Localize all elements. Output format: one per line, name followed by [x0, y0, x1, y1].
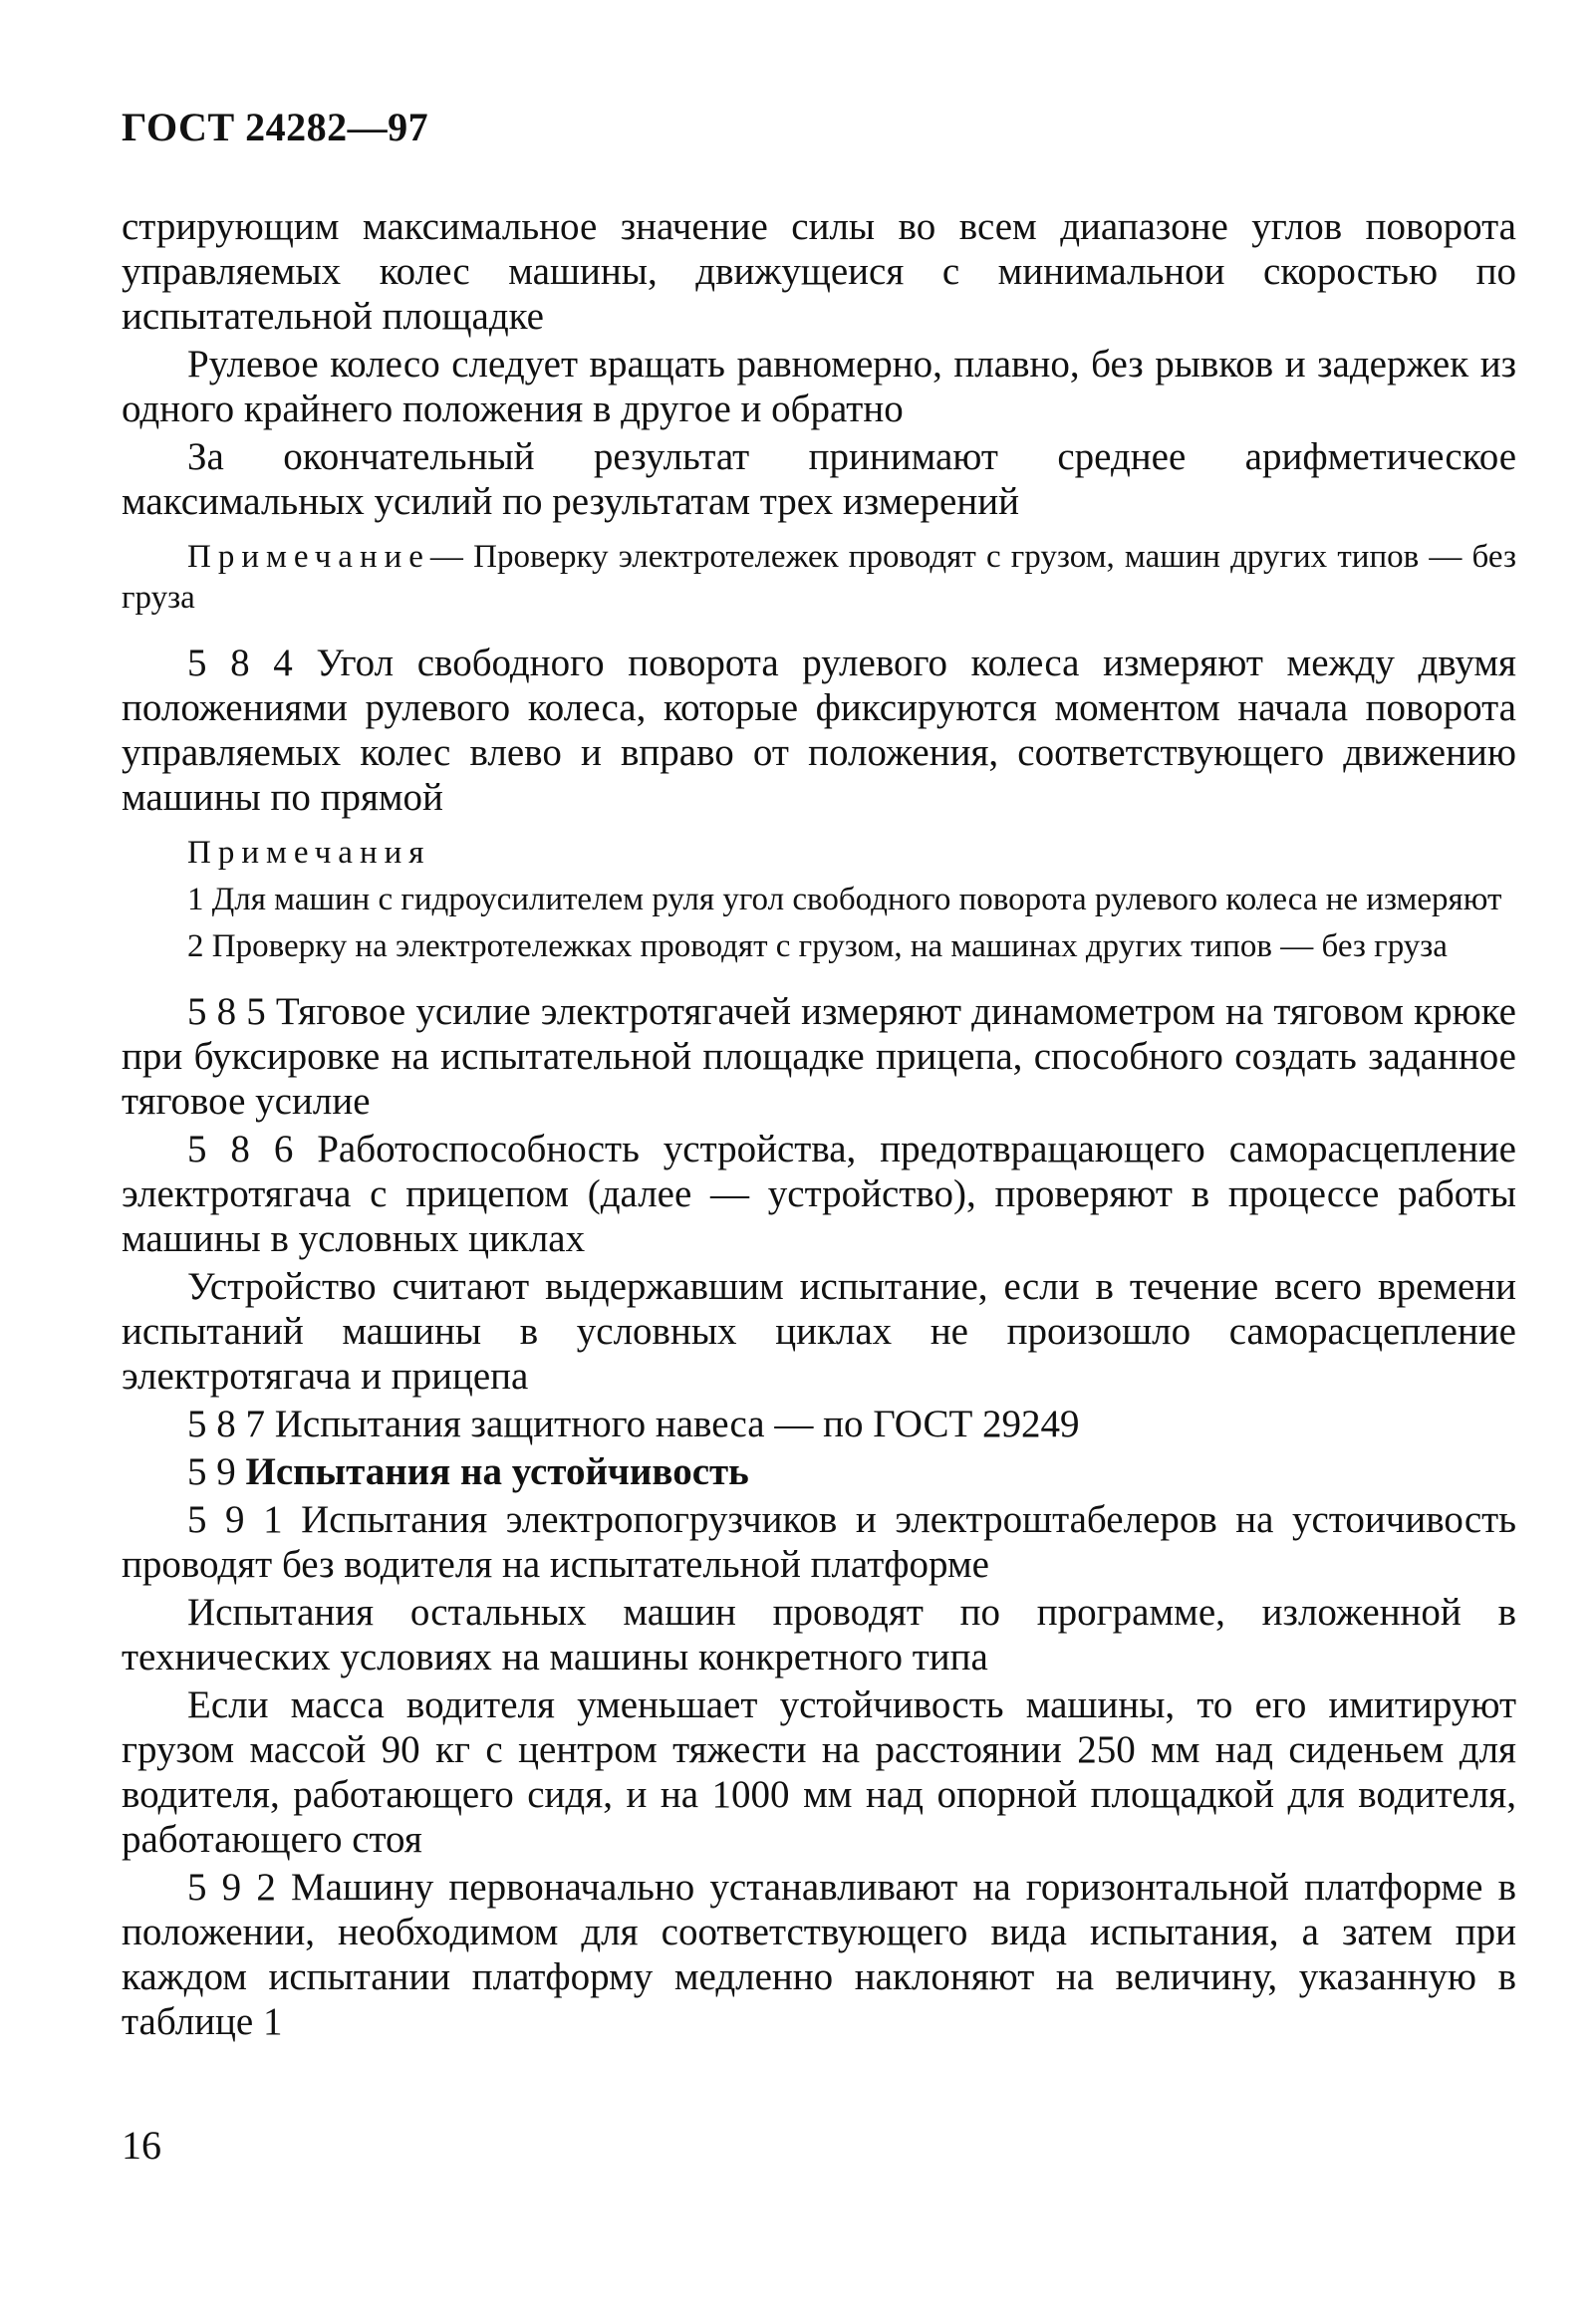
document-header: ГОСТ 24282—97	[122, 105, 429, 149]
paragraph-5-9-2: 5 9 2 Машину первоначально устанавливают на горизонтальной платформе в положении, необходимом для соответствующего вида испытания, а затем при каждом испытании платформу медленно наклоняют на величину, указанную в таблице 1	[122, 1866, 1516, 2043]
paragraph-device-test: Устройство считают выдержавшим испытание, если в течение всего времени испытаний машины в условных циклах не произошло саморасцепление электротягача и прицепа	[122, 1265, 1516, 1398]
paragraph-5-9-1: 5 9 1 Испытания электропогрузчиков и электроштабелеров на устоичивость проводят без водителя на испытательной платформе	[122, 1498, 1516, 1586]
note-carts	[122, 537, 1516, 619]
notes-label: Примечания	[187, 835, 431, 871]
section-heading-5-9	[122, 1449, 1516, 1494]
section-title: Испытания на устойчивость	[245, 1450, 749, 1493]
paragraph-continuation: стрирующим максимальное значение силы во всем диапазоне углов поворота управляемых колес машины, движущеися с минимальнои скоростью по испытательной площадке	[122, 205, 1516, 338]
paragraph-other-machines: Испытания остальных машин проводят по программе, изложенной в технических условиях на машины конкретного типа	[122, 1591, 1516, 1678]
paragraph-final-result: За окончательный результат принимают среднее арифметическое максимальных усилий по результатам трех измерений	[122, 435, 1516, 523]
document-page	[122, 0, 1516, 2323]
paragraph-5-8-5: 5 8 5 Тяговое усилие электротягачей измеряют динамометром на тяговом крюке при буксировке на испытательной площадке прицепа, способного создать заданное тяговое усилие	[122, 990, 1516, 1123]
note-text: — Проверку электротележек проводят с грузом, машин других типов — без груза	[122, 539, 1516, 616]
document-body	[122, 204, 1516, 2047]
section-number: 5 9	[187, 1450, 236, 1493]
page-number: 16	[122, 2123, 161, 2168]
note-label: Примечание	[187, 539, 430, 575]
paragraph-5-8-4: 5 8 4 Угол свободного поворота рулевого колеса измеряют между двумя положениями рулевого колеса, которые фиксируются моментом начала поворота управляемых колес влево и вправо от положения, соответствующего движению машины по прямой	[122, 642, 1516, 819]
note-item-1: 1 Для машин с гидроусилителем руля угол свободного поворота рулевого колеса не измеряют	[187, 882, 1502, 917]
note-item-2: 2 Проверку на электротележках проводят с грузом, на машинах других типов — без груза	[187, 928, 1448, 964]
paragraph-driver-mass: Если масса водителя уменьшает устойчивость машины, то его имитируют грузом массой 90 кг с центром тяжести на расстоянии 250 мм над сиденьем для водителя, работающего сидя, и на 1000 мм над опорной площадкой для водителя, работающего стоя	[122, 1683, 1516, 1861]
paragraph-5-8-6: 5 8 6 Работоспособность устройства, предотвращающего саморасцепление электротягача с прицепом (далее — устройство), проверяют в процессе работы машины в условных циклах	[122, 1128, 1516, 1260]
paragraph-steering-rotation: Рулевое колесо следует вращать равномерно, плавно, без рывков и задержек из одного крайнего положения в другое и обратно	[122, 343, 1516, 430]
paragraph-5-8-7: 5 8 7 Испытания защитного навеса — по ГОСТ 29249	[187, 1403, 1080, 1445]
